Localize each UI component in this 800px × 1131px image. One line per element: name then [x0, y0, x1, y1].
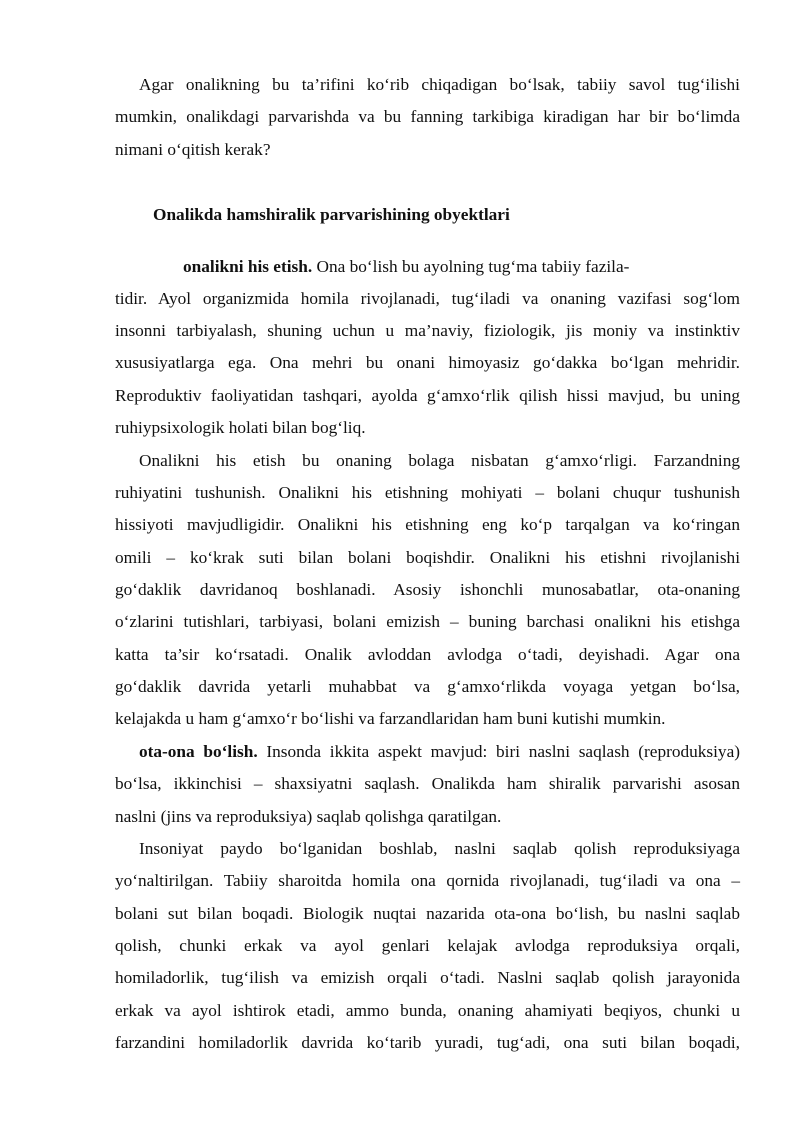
paragraph-line: mumkin, onalikdagi parvarishda va bu fanning tarkibiga kiradigan har bir bo‘limda: [115, 107, 740, 126]
paragraph-line: Insoniyat paydo bo‘lganidan boshlab, naslni saqlab qolish reproduksiyaga: [139, 839, 740, 858]
paragraph-line: ruhiypsixologik holati bilan bog‘liq.: [115, 418, 366, 437]
paragraph-line: yo‘naltirilgan. Tabiiy sharoitda homila ona qornida rivojlanadi, tug‘iladi va ona –: [115, 871, 740, 890]
paragraph-line: go‘daklik davridanoq boshlanadi. Asosiy ishonchli munosabatlar, ota-onaning: [115, 580, 740, 599]
paragraph-line: nimani o‘qitish kerak?: [115, 140, 271, 159]
paragraph-line: bo‘lsa, ikkinchisi – shaxsiyatni saqlash. Onalikda ham shiralik parvarishi asosan: [115, 774, 740, 793]
paragraph-line: hissiyoti mavjudligidir. Onalikni his etishning eng ko‘p tarqalgan va ko‘ringan: [115, 515, 740, 534]
section-heading: Onalikda hamshiralik parvarishining obyektlari: [153, 205, 510, 224]
paragraph-line: bolani sut bilan boqadi. Biologik nuqtai nazarida ota-ona bo‘lish, bu naslni saqlab: [115, 904, 740, 923]
term-line: [139, 741, 740, 763]
paragraph-line: o‘zlarini tutishlari, tarbiyasi, bolani emizish – buning barchasi onalikni his etishga: [115, 612, 740, 631]
paragraph-line: insonni tarbiyalash, shuning uchun u ma’naviy, fiziologik, jis moniy va instinktiv: [115, 321, 740, 340]
paragraph-line: erkak va ayol ishtirok etadi, ammo bunda, onaning ahamiyati beqiyos, chunki u: [115, 1001, 740, 1020]
term-title: ota-ona bo‘lish.: [139, 742, 258, 761]
paragraph-line: kelajakda u ham g‘amxo‘r bo‘lishi va farzandlaridan ham buni kutishi mumkin.: [115, 709, 666, 728]
paragraph-line: Reproduktiv faoliyatidan tashqari, ayolda g‘amxo‘rlik qilish hissi mavjud, bu uning: [115, 386, 740, 405]
term-text: Insonda ikkita aspekt mavjud: biri naslni saqlash (reproduksiya): [257, 742, 740, 761]
paragraph-line: Onalikni his etish bu onaning bolaga nisbatan g‘amxo‘rligi. Farzandning: [139, 451, 740, 470]
paragraph-line: xususiyatlarga ega. Ona mehri bu onani himoyasiz go‘dakka bo‘lgan mehridir.: [115, 353, 740, 372]
paragraph-line: tidir. Ayol organizmida homila rivojlanadi, tug‘iladi va onaning vazifasi sog‘lom: [115, 289, 740, 308]
term-title: onalikni his etish.: [183, 257, 313, 276]
paragraph-line: ruhiyatini tushunish. Onalikni his etishning mohiyati – bolani chuqur tushunish: [115, 483, 740, 502]
term-text: Ona bo‘lish bu ayolning tug‘ma tabiiy fazila-: [312, 257, 630, 276]
paragraph-line: Agar onalikning bu ta’rifini ko‘rib chiqadigan bo‘lsak, tabiiy savol tug‘ilishi: [139, 75, 740, 94]
term-line: [183, 256, 683, 278]
paragraph-line: farzandini homiladorlik davrida ko‘tarib yuradi, tug‘adi, ona suti bilan boqadi,: [115, 1033, 740, 1052]
paragraph-line: go‘daklik davrida yetarli muhabbat va g‘amxo‘rlikda voyaga yetgan bo‘lsa,: [115, 677, 740, 696]
paragraph-line: omili – ko‘krak suti bilan bolani boqishdir. Onalikni his etishni rivojlanishi: [115, 548, 740, 567]
paragraph-line: naslni (jins va reproduksiya) saqlab qolishga qaratilgan.: [115, 807, 502, 826]
paragraph-line: qolish, chunki erkak va ayol genlari kelajak avlodga reproduksiya orqali,: [115, 936, 740, 955]
paragraph-line: homiladorlik, tug‘ilish va emizish orqali o‘tadi. Naslni saqlab qolish jarayonida: [115, 968, 740, 987]
paragraph-line: katta ta’sir ko‘rsatadi. Onalik avloddan avlodga o‘tadi, deyishadi. Agar ona: [115, 645, 740, 664]
